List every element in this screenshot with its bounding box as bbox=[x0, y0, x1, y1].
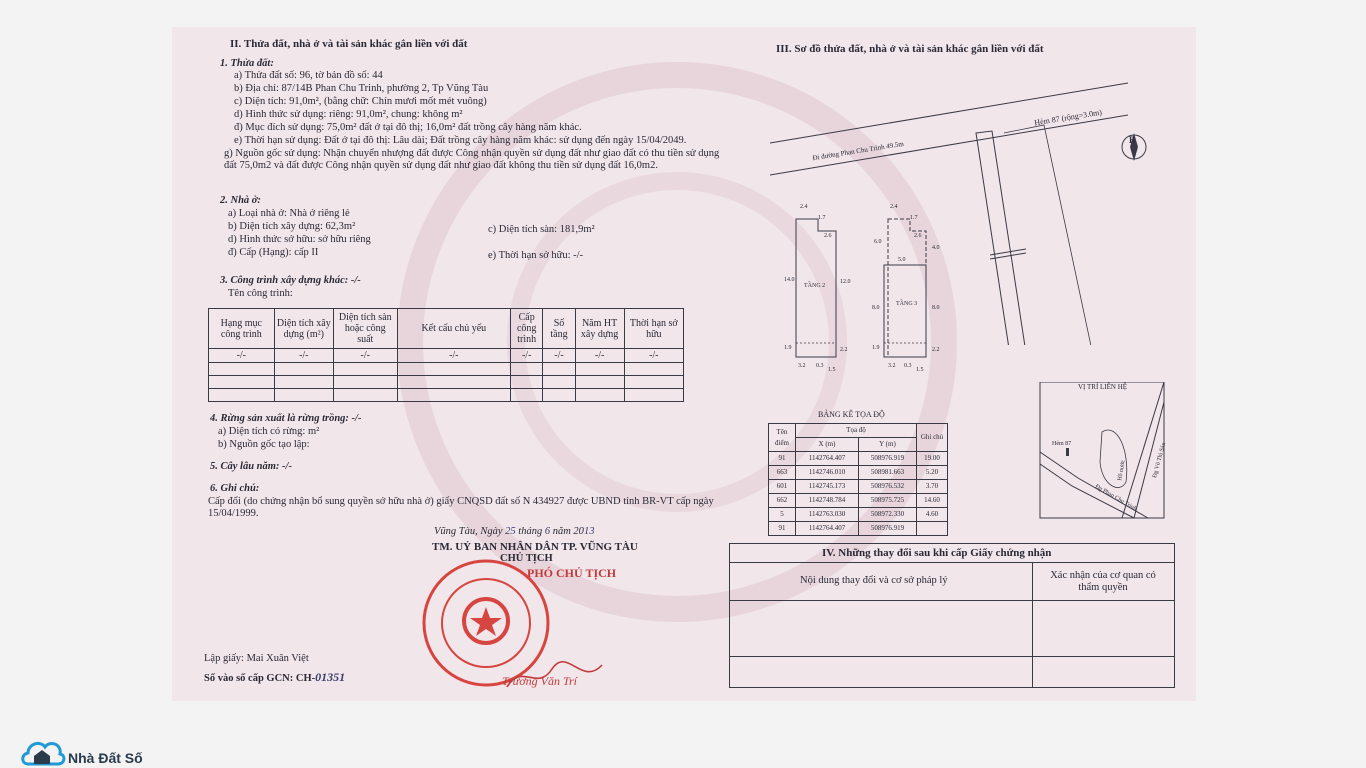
coord-cell: 4.60 bbox=[917, 508, 948, 522]
coord-cell: 1142763.030 bbox=[796, 508, 859, 522]
coord-cell: 508975.725 bbox=[858, 494, 916, 508]
coord-cell: 508972.330 bbox=[858, 508, 916, 522]
dim-label: 0.3 bbox=[816, 363, 824, 369]
coord-row bbox=[769, 466, 948, 480]
changes-col-content: Nội dung thay đổi và cơ sở pháp lý bbox=[800, 575, 948, 586]
dim-label: 1.7 bbox=[818, 215, 826, 221]
coord-col-x: X (m) bbox=[796, 438, 859, 452]
changes-table bbox=[729, 543, 1175, 688]
sign-date: Vũng Tàu, Ngày 25 tháng 6 năm 2013 bbox=[434, 526, 595, 537]
dim-label: 2.6 bbox=[824, 233, 832, 239]
coord-cell: 91 bbox=[769, 522, 796, 536]
floor-plans bbox=[772, 207, 952, 367]
table-cell: -/- bbox=[397, 349, 511, 363]
house-d: d) Hình thức sở hữu: sở hữu riêng bbox=[228, 234, 371, 245]
dim-label: 2.6 bbox=[914, 233, 922, 239]
coord-cell: 5 bbox=[769, 508, 796, 522]
certificate-page bbox=[172, 27, 1196, 701]
sign-deputy: PHÓ CHỦ TỊCH bbox=[527, 566, 617, 580]
dim-label: 4.0 bbox=[932, 245, 940, 251]
parcel-a: a) Thửa đất số: 96, tờ bản đồ số: 44 bbox=[234, 70, 383, 81]
dim-label: 1.7 bbox=[910, 215, 918, 221]
alley-label: Hẻm 87 (rộng=3.0m) bbox=[1033, 107, 1103, 128]
house-heading: 2. Nhà ở: bbox=[220, 195, 261, 206]
dim-label: 8.0 bbox=[932, 305, 940, 311]
coord-cell: 662 bbox=[769, 494, 796, 508]
dim-label: 1.5 bbox=[828, 367, 836, 373]
coord-cell: 508976.919 bbox=[858, 522, 916, 536]
coord-col-y: Y (m) bbox=[858, 438, 916, 452]
dim-label: 3.2 bbox=[798, 363, 806, 369]
coord-table bbox=[768, 423, 948, 536]
coord-col-coord: Tọa độ bbox=[796, 424, 917, 438]
parcel-b: b) Địa chỉ: 87/14B Phan Chu Trinh, phường 2, Tp Vũng Tàu bbox=[234, 83, 489, 94]
main-road-label: Đi đường Phan Chu Trình 49.5m bbox=[811, 139, 905, 163]
sign-role: CHỦ TỊCH bbox=[500, 553, 553, 564]
parcel-heading: 1. Thửa đất: bbox=[220, 58, 274, 69]
coord-cell: 1142764.407 bbox=[796, 452, 859, 466]
section4-title: IV. Những thay đổi sau khi cấp Giấy chứng nhận bbox=[822, 547, 1052, 559]
house-a: a) Loại nhà ở: Nhà ở riêng lẻ bbox=[228, 208, 350, 219]
other-works-heading: 3. Công trình xây dựng khác: -/- bbox=[220, 275, 361, 286]
dim-label: 12.0 bbox=[840, 279, 851, 285]
coord-cell bbox=[917, 522, 948, 536]
coord-row bbox=[769, 494, 948, 508]
location-map bbox=[1038, 382, 1166, 520]
dim-label: 6.0 bbox=[874, 239, 882, 245]
section2-title: II. Thửa đất, nhà ở và tài sản khác gắn liền với đất bbox=[230, 38, 468, 50]
table-cell: -/- bbox=[274, 349, 333, 363]
other-works-table bbox=[208, 308, 684, 402]
col-header: Diện tích xây dựng (m²) bbox=[274, 309, 333, 349]
coord-table-title: BẢNG KÊ TỌA ĐỘ bbox=[818, 410, 885, 419]
dim-label: 5.0 bbox=[898, 257, 906, 263]
location-title: VỊ TRÍ LIÊN HỆ bbox=[1078, 383, 1128, 391]
notes-heading: 6. Ghi chú: bbox=[210, 483, 260, 494]
dim-label: 2.4 bbox=[890, 204, 898, 210]
house-b: b) Diện tích xây dựng: 62,3m² bbox=[228, 221, 356, 232]
coord-cell: 601 bbox=[769, 480, 796, 494]
table-cell: -/- bbox=[334, 349, 398, 363]
coord-row bbox=[769, 480, 948, 494]
table-cell: -/- bbox=[575, 349, 624, 363]
north-label: B bbox=[1129, 135, 1136, 145]
coord-cell: 19.00 bbox=[917, 452, 948, 466]
dim-label: 3.2 bbox=[888, 363, 896, 369]
floor2-label: TẦNG 2 bbox=[804, 283, 826, 289]
col-header: Hạng mục công trình bbox=[209, 309, 275, 349]
coord-cell: 663 bbox=[769, 466, 796, 480]
floor3-label: TẦNG 3 bbox=[896, 301, 918, 307]
parcel-dd: đ) Mục đích sử dụng: 75,0m² đất ở tại đô thị; 16,0m² đất trồng cây hàng năm khác. bbox=[234, 122, 582, 133]
dim-label: 2.2 bbox=[932, 347, 940, 353]
loc-lake: Hồ nước bbox=[1117, 459, 1127, 482]
signer-name: Trương Văn Trí bbox=[502, 674, 577, 688]
section3-title: III. Sơ đồ thửa đất, nhà ở và tài sản khác gắn liền với đất bbox=[776, 43, 1044, 55]
dim-label: 8.0 bbox=[872, 305, 880, 311]
house-c: c) Diện tích sàn: 181,9m² bbox=[488, 224, 595, 235]
loc-alley: Hẻm 87 bbox=[1052, 441, 1072, 447]
col-header: Kết cấu chủ yếu bbox=[397, 309, 511, 349]
coord-row bbox=[769, 522, 948, 536]
col-header: Cấp công trình bbox=[511, 309, 543, 349]
other-works-name: Tên công trình: bbox=[228, 288, 293, 299]
dim-label: 1.9 bbox=[784, 345, 792, 351]
coord-cell: 508976.532 bbox=[858, 480, 916, 494]
coord-cell: 91 bbox=[769, 452, 796, 466]
perennial-heading: 5. Cây lâu năm: -/- bbox=[210, 461, 292, 472]
forest-heading: 4. Rừng sản xuất là rừng trồng: -/- bbox=[210, 413, 362, 424]
prepared-by: Lập giấy: Mai Xuân Việt bbox=[204, 653, 309, 664]
registration-number: Số vào số cấp GCN: CH-01351 bbox=[204, 670, 346, 684]
col-header: Năm HT xây dựng bbox=[575, 309, 624, 349]
coord-row bbox=[769, 452, 948, 466]
coord-row bbox=[769, 508, 948, 522]
coord-cell: 5.20 bbox=[917, 466, 948, 480]
table-cell: -/- bbox=[543, 349, 575, 363]
dim-label: 1.9 bbox=[872, 345, 880, 351]
dim-label: 2.4 bbox=[800, 204, 808, 210]
cloud-house-icon bbox=[20, 734, 66, 768]
dim-label: 1.5 bbox=[916, 367, 924, 373]
parcel-d: d) Hình thức sử dụng: riêng: 91,0m², chung: không m² bbox=[234, 109, 463, 120]
forest-b: b) Nguồn gốc tạo lập: bbox=[218, 439, 310, 450]
col-header: Số tầng bbox=[543, 309, 575, 349]
coord-cell: 3.70 bbox=[917, 480, 948, 494]
table-cell: -/- bbox=[209, 349, 275, 363]
coord-cell: 1142764.407 bbox=[796, 522, 859, 536]
sign-org: TM. UỶ BAN NHÂN DÂN TP. VŨNG TÀU bbox=[432, 541, 638, 553]
loc-road2: Đg Võ Thị Sáu bbox=[1152, 442, 1168, 479]
coord-cell: 1142748.784 bbox=[796, 494, 859, 508]
parcel-g: g) Nguồn gốc sử dụng: Nhận chuyển nhượng đất được Công nhận quyền sử dụng đất như giao đất có thu tiền sử dụng đất 75,0m2 và đất được Công nhận quyền sử dụng đất như giao đất không thu tiền sử dụng đất 16,0m2. bbox=[224, 148, 720, 171]
coord-col-note: Ghi chú bbox=[917, 424, 948, 452]
coord-cell: 508981.663 bbox=[858, 466, 916, 480]
coord-cell: 1142746.010 bbox=[796, 466, 859, 480]
coord-cell: 508976.919 bbox=[858, 452, 916, 466]
table-cell: -/- bbox=[511, 349, 543, 363]
coord-cell: 1142745.173 bbox=[796, 480, 859, 494]
dim-label: 2.2 bbox=[840, 347, 848, 353]
forest-a: a) Diện tích có rừng: m² bbox=[218, 426, 320, 437]
dim-label: 14.0 bbox=[784, 277, 795, 283]
loc-road1: Đg Phan Chu Trinh bbox=[1093, 483, 1138, 513]
parcel-e: e) Thời hạn sử dụng: Đất ở tại đô thị: Lâu dài; Đất trồng cây hàng năm khác: sử dụng đến ngày 15/04/2049. bbox=[234, 135, 687, 146]
house-e: e) Thời hạn sở hữu: -/- bbox=[488, 250, 584, 261]
table-cell: -/- bbox=[624, 349, 683, 363]
dim-label: 0.3 bbox=[904, 363, 912, 369]
changes-col-confirm: Xác nhận của cơ quan có thẩm quyền bbox=[1050, 570, 1156, 593]
notes-text: Cấp đổi (do chứng nhận bổ sung quyền sở hữu nhà ở) giấy CNQSD đất số N 434927 được UBND tỉnh BR-VT cấp ngày 15/04/1999. bbox=[208, 496, 714, 519]
col-header: Thời hạn sở hữu bbox=[624, 309, 683, 349]
coord-col-point: Tên điểm bbox=[769, 424, 796, 452]
col-header: Diện tích sàn hoặc công suất bbox=[334, 309, 398, 349]
house-dd: đ) Cấp (Hạng): cấp II bbox=[228, 247, 319, 258]
parcel-c: c) Diện tích: 91,0m², (bằng chữ: Chín mươi mốt mét vuông) bbox=[234, 96, 487, 107]
brand-name: Nhà Đất Số bbox=[68, 750, 143, 766]
coord-cell: 14.60 bbox=[917, 494, 948, 508]
